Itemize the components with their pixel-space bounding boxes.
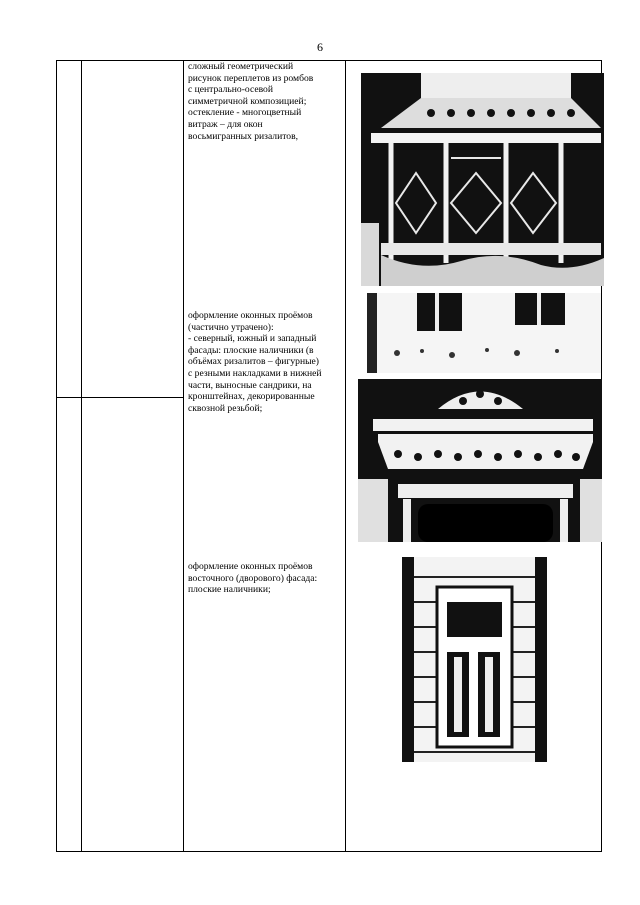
photo-windows-strip (367, 293, 601, 373)
column-divider (345, 61, 346, 851)
row-description-2: оформление оконных проёмов (частично утрачено): - северный, южный и западный фасады: плоские наличники (в объёмах ризалитов – фигурные) с резными накладками в нижней части, выносные сандрики, на кронштейнах, декорированные сквозной резьбой; (188, 310, 322, 414)
row-description-1: сложный геометрический рисунок переплетов из ромбов с центрально-осевой симметричной композицией; остекление - многоцветный витраж – для окон восьмигранных ризалитов, (188, 61, 314, 142)
column-divider (183, 61, 184, 851)
document-table (56, 60, 602, 852)
row-divider (57, 397, 183, 398)
photo-carved-window-pediment (358, 379, 602, 542)
photo-courtyard-window (402, 557, 547, 762)
row-description-3: оформление оконных проёмов восточного (дворового) фасада: плоские наличники; (188, 561, 318, 596)
page-number: 6 (317, 40, 323, 54)
photo-octagonal-bay-window (361, 73, 604, 286)
column-divider (81, 61, 82, 851)
